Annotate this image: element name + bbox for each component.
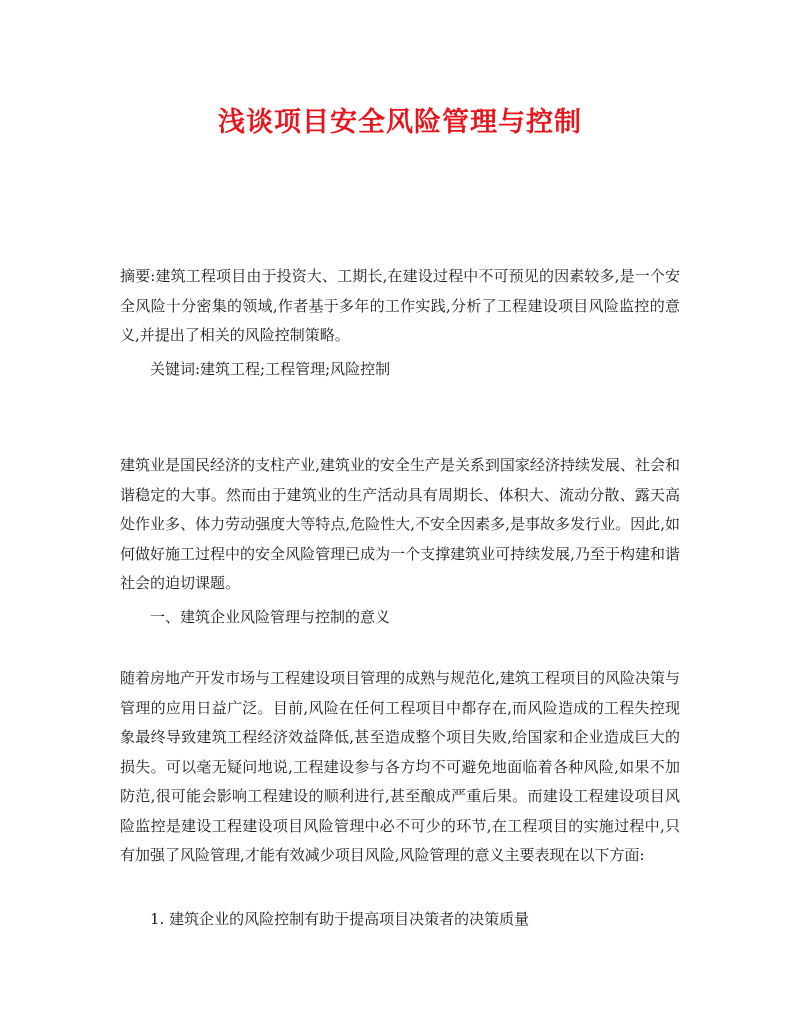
keywords-line: 关键词:建筑工程;工程管理;风险控制 xyxy=(150,360,391,378)
abstract-paragraph: 摘要:建筑工程项目由于投资大、工期长,在建设过程中不可预见的因素较多,是一个安全风险十分密集的领域,作者基于多年的工作实践,分析了工程建设项目风险监控的意义,并提出了相关的风险控制策略。 xyxy=(120,267,680,344)
subsection-heading: 1. 建筑企业的风险控制有助于提高项目决策者的决策质量 xyxy=(150,910,530,928)
intro-paragraph: 建筑业是国民经济的支柱产业,建筑业的安全生产是关系到国家经济持续发展、社会和谐稳定的大事。然而由于建筑业的生产活动具有周期长、体积大、流动分散、露天高处作业多、体力劳动强度大等特点,危险性大,不安全因素多,是事故多发行业。因此,如何做好施工过程中的安全风险管理已成为一个支撑建筑业可持续发展,乃至于构建和谐社会的迫切课题。 xyxy=(120,456,680,592)
body-paragraph: 随着房地产开发市场与工程建设项目管理的成熟与规范化,建筑工程项目的风险决策与管理的应用日益广泛。目前,风险在任何工程项目中都存在,而风险造成的工程失控现象最终导致建筑工程经济效益降低,甚至造成整个项目失败,给国家和企业造成巨大的损失。可以毫无疑问地说,工程建设参与各方均不可避免地面临着各种风险,如果不加防范,很可能会影响工程建设的顺利进行,甚至酿成严重后果。而建设工程建设项目风险监控是建设工程建设项目风险管理中必不可少的环节,在工程项目的实施过程中,只有加强了风险管理,才能有效减少项目风险,风险管理的意义主要表现在以下方面: xyxy=(120,669,680,864)
document-title: 浅谈项目安全风险管理与控制 xyxy=(218,107,582,138)
section-heading: 一、建筑企业风险管理与控制的意义 xyxy=(150,608,391,626)
